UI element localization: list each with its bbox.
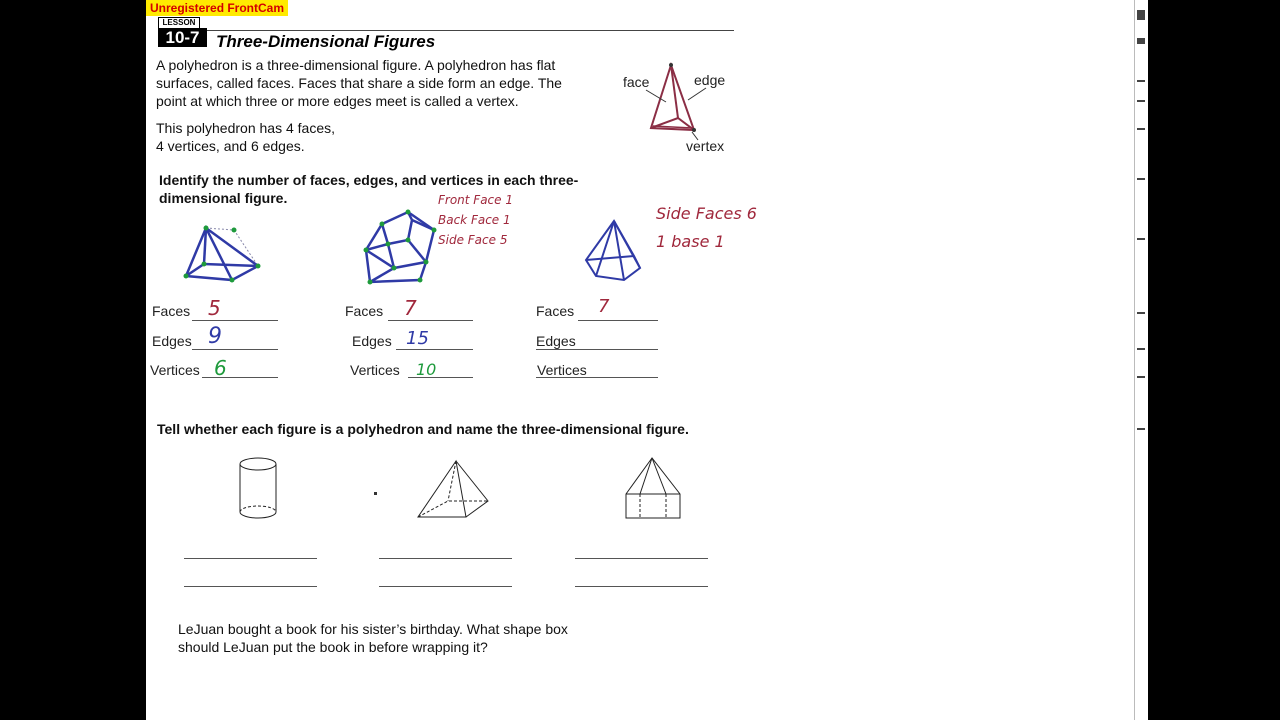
answer-edges: 9 xyxy=(208,324,222,349)
edge-mark xyxy=(1137,348,1145,350)
title-rule xyxy=(158,30,734,31)
lesson-badge xyxy=(158,17,207,47)
example-paragraph xyxy=(156,119,335,155)
edges-label: Edges xyxy=(536,333,576,349)
example-line: 4 vertices, and 6 edges. xyxy=(156,138,305,154)
answer-line xyxy=(575,558,708,559)
intro-paragraph xyxy=(156,56,562,110)
edges-label: Edges xyxy=(352,333,392,349)
edge-mark xyxy=(1137,80,1145,82)
lesson-label: LESSON xyxy=(158,17,200,28)
answer-faces: 7 xyxy=(598,296,610,317)
edge-mark xyxy=(1137,312,1145,314)
answer-line xyxy=(578,320,658,321)
answer-line xyxy=(184,558,317,559)
note-base: 1 base 1 xyxy=(656,232,725,251)
figure-prism xyxy=(414,455,500,525)
example-line: This polyhedron has 4 faces, xyxy=(156,120,335,136)
polyhedron-instructions: Tell whether each figure is a polyhedron and name the three-dimensional figure. xyxy=(157,421,689,437)
edge-mark xyxy=(1137,128,1145,130)
identify-instructions xyxy=(159,171,578,207)
answer-line xyxy=(575,586,708,587)
answer-line xyxy=(192,349,278,350)
figure-pentagonal-prism xyxy=(360,208,440,288)
edges-label: Edges xyxy=(152,333,192,349)
answer-vertices: 10 xyxy=(416,360,437,379)
answer-line xyxy=(379,558,512,559)
vertices-label: Vertices xyxy=(150,362,200,378)
note-front-face: Front Face 1 xyxy=(438,193,513,207)
figure-triangular-prism xyxy=(180,220,264,284)
edge-mark xyxy=(1137,376,1145,378)
intro-line: A polyhedron is a three-dimensional figure. A polyhedron has flat xyxy=(156,57,556,73)
word-problem-line: LeJuan bought a book for his sister’s birthday. What shape box xyxy=(178,621,568,637)
word-problem xyxy=(178,620,568,656)
answer-line xyxy=(379,586,512,587)
figure-cylinder xyxy=(236,455,280,525)
handwritten-notes-figure-3 xyxy=(656,200,757,256)
adjacent-page-edge xyxy=(1134,0,1148,720)
handwritten-notes-figure-2 xyxy=(438,190,513,250)
answer-line xyxy=(396,349,473,350)
answer-line xyxy=(388,320,473,321)
worksheet-page xyxy=(146,0,1134,720)
answer-line xyxy=(184,586,317,587)
vertices-label: Vertices xyxy=(537,362,587,378)
edge-mark xyxy=(1137,10,1145,20)
stray-dot xyxy=(374,492,377,495)
answer-line xyxy=(536,377,658,378)
answer-vertices: 6 xyxy=(214,356,227,380)
faces-label: Faces xyxy=(536,303,575,319)
note-side-faces: Side Faces 6 xyxy=(656,204,757,223)
figure-hexagonal-pyramid xyxy=(582,218,648,288)
answer-faces: 5 xyxy=(208,296,221,320)
note-back-face: Back Face 1 xyxy=(438,213,511,227)
note-side-face: Side Face 5 xyxy=(438,233,508,247)
faces-label: Faces xyxy=(152,303,191,319)
lesson-number: 10-7 xyxy=(158,28,207,47)
face-label: face xyxy=(623,74,650,90)
word-problem-line: should LeJuan put the book in before wrapping it? xyxy=(178,639,488,655)
edge-mark xyxy=(1137,428,1145,430)
edge-label: edge xyxy=(694,72,726,88)
edge-mark xyxy=(1137,38,1145,44)
watermark: Unregistered FrontCam xyxy=(146,0,288,16)
intro-line: surfaces, called faces. Faces that share a side form an edge. The xyxy=(156,75,562,91)
identify-line: Identify the number of faces, edges, and vertices in each three- xyxy=(159,172,579,188)
edge-mark xyxy=(1137,100,1145,102)
answer-line xyxy=(536,349,658,350)
edge-mark xyxy=(1137,238,1145,240)
vertex-label: vertex xyxy=(686,138,725,154)
faces-label: Faces xyxy=(345,303,384,319)
figure-pyramid xyxy=(620,454,686,524)
answer-faces: 7 xyxy=(404,296,417,320)
answer-line xyxy=(192,320,278,321)
edge-mark xyxy=(1137,178,1145,180)
answer-edges: 15 xyxy=(406,328,429,349)
intro-line: point at which three or more edges meet is called a vertex. xyxy=(156,93,519,109)
vertices-label: Vertices xyxy=(350,362,400,378)
identify-line: dimensional figure. xyxy=(159,190,288,206)
page-title: Three-Dimensional Figures xyxy=(216,32,436,51)
